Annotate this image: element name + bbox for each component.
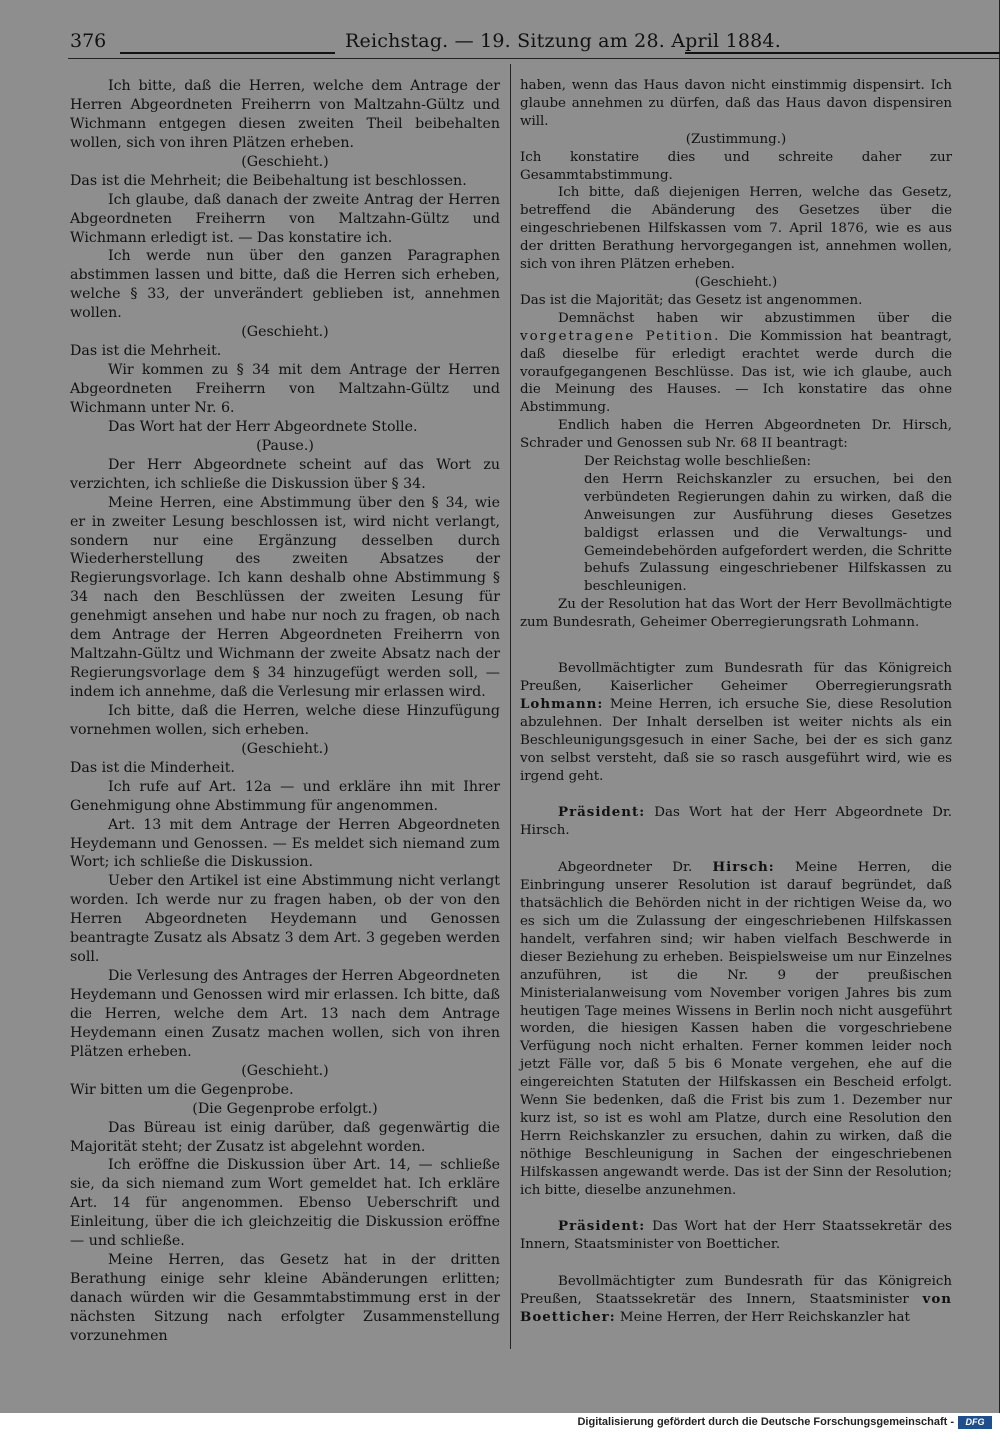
- paragraph: Wir kommen zu § 34 mit dem Antrage der Herren Abgeordneten Freiherrn von Maltzahn-Gültz und Wichmann unter Nr. 6.: [70, 362, 500, 416]
- speaker-role: Bevollmächtigter zum Bundesrath für das Königreich Preußen, Staatssekretär des Innern, Staatsminister: [520, 1274, 952, 1308]
- paragraph: Das ist die Majorität; das Gesetz ist angenommen.: [520, 292, 863, 308]
- paragraph-text: Die Kommission hat beantragt, daß dieselbe für erledigt erachtet werde durch die voraufgegangenen Beschlüsse. Das ist, wie ich glaube, auch die Meinung des Hauses. — Ich konstatire das ohne Abstimmung.: [520, 328, 952, 416]
- paragraph: Zu der Resolution hat das Wort der Herr Bevollmächtigte zum Bundesrath, Geheimer Oberregierungsrath Lohmann.: [520, 597, 952, 631]
- paragraph: Der Herr Abgeordnete scheint auf das Wort zu verzichten, ich schließe die Diskussion über § 34.: [70, 456, 500, 492]
- speaker-role: Bevollmächtigter zum Bundesrath für das Königreich Preußen, Kaiserlicher Geheimer Oberregierungsrath: [520, 661, 952, 694]
- paragraph-text: Demnächst haben wir abzustimmen über die: [558, 310, 952, 326]
- paragraph: Meine Herren, eine Abstimmung über den § 34, wie er in zweiter Lesung beschlossen ist, wird nicht verlangt, sondern nur eine Ergänzung desselben durch Wiederherstellung des zweiten Absatzes der Regierungsvorlage. Ich kann deshalb ohne Abstimmung § 34 nach den Beschlüssen der zweiten Lesung für genehmigt ansehen und habe nur noch zu fragen, ob nach dem Antrage der Herren Abgeordneten Freiherrn von Maltzahn-Gültz und Wichmann der zweite Absatz nach der Regierungsvorlage dem § 34 hinzugefügt werden soll, — indem ich annehme, daß die Verlesung mir erlassen wird.: [70, 494, 500, 700]
- paragraph: Ich bitte, daß die Herren, welche diese Hinzufügung vornehmen wollen, sich erheben.: [70, 702, 500, 738]
- speaker-name: Lohmann:: [520, 695, 604, 712]
- paragraph: Das Wort hat der Herr Abgeordnete Stolle.: [108, 418, 418, 435]
- speech: [520, 660, 952, 785]
- speech-text: Meine Herren, ich ersuche Sie, diese Resolution abzulehnen. Der Inhalt derselben ist weiter nichts als ein Beschleunigungsgesuch in einer Sache, bei der es sich ganz von selbst versteht, daß sie so rasch ausgeführt wird, wie es irgend geht.: [520, 696, 952, 784]
- stage-direction: (Geschieht.): [694, 274, 778, 290]
- paragraph: Ich eröffne die Diskussion über Art. 14, — schließe sie, da sich niemand zum Wort gemeldet hat. Ich erkläre Art. 14 für angenommen. Ebenso Ueberschrift und Einleitung, über die ich gleichzeitig die Diskussion eröffne — und schließe.: [70, 1157, 500, 1250]
- paragraph: Wir bitten um die Gegenprobe.: [70, 1081, 294, 1098]
- right-column: [520, 77, 952, 1327]
- stage-direction: (Die Gegenprobe erfolgt.): [192, 1100, 378, 1117]
- paragraph: Das ist die Mehrheit; die Beibehaltung ist beschlossen.: [70, 172, 467, 189]
- paragraph: Das Büreau ist einig darüber, daß gegenwärtig die Majorität steht; der Zusatz ist abgelehnt worden.: [70, 1119, 500, 1155]
- header-rule-right: [685, 52, 1000, 54]
- page-number: 376: [70, 30, 107, 52]
- stage-direction: (Geschieht.): [241, 153, 329, 170]
- paragraph: Das ist die Minderheit.: [70, 759, 235, 776]
- stage-direction: (Geschieht.): [241, 740, 329, 757]
- footer-credit: Digitalisierung gefördert durch die Deutsche Forschungsgemeinschaft -: [577, 1416, 954, 1428]
- paragraph: [520, 310, 952, 417]
- running-head: Reichstag. — 19. Sitzung am 28. April 1884.: [345, 30, 781, 52]
- quoted-motion-heading: Der Reichstag wolle beschließen:: [584, 454, 812, 470]
- paragraph: Ich bitte, daß die Herren, welche dem Antrage der Herren Abgeordneten Freiherrn von Maltzahn-Gültz und Wichmann entgegen diesen zweiten Theil beibehalten wollen, sich von ihren Plätzen erheben.: [70, 78, 500, 151]
- stage-direction: (Geschieht.): [241, 1062, 329, 1079]
- header-rule-thin: [68, 58, 1000, 59]
- paragraph: Ich werde nun über den ganzen Paragraphen abstimmen lassen und bitte, daß die Herren sich erheben, welche § 33, der unverändert geblieben ist, annehmen wollen.: [70, 248, 500, 322]
- column-divider: [510, 64, 511, 1349]
- speaker-name: Präsident:: [558, 1218, 646, 1235]
- paragraph: haben, wenn das Haus davon nicht einstimmig dispensirt. Ich glaube annehmen zu dürfen, daß das Haus davon dispensiren will.: [520, 78, 952, 129]
- paragraph: Ich bitte, daß diejenigen Herren, welche das Gesetz, betreffend die Abänderung des Gesetzes über die eingeschriebenen Hilfskassen vom 7. April 1876, wie es aus der dritten Berathung hervorgegangen ist, annehmen wollen, sich von ihren Plätzen erheben.: [520, 185, 952, 273]
- paragraph: Ich konstatire dies und schreite daher zur Gesammtabstimmung.: [520, 149, 952, 183]
- speech: [520, 1273, 952, 1327]
- paragraph: Das ist die Mehrheit.: [70, 343, 222, 360]
- paragraph: Art. 13 mit dem Antrage der Herren Abgeordneten Heydemann und Genossen. — Es meldet sich niemand zum Wort; ich schließe die Diskussion.: [70, 816, 500, 871]
- stage-direction: (Zustimmung.): [685, 131, 787, 147]
- dfg-logo: DFG: [958, 1416, 992, 1429]
- stage-direction: (Geschieht.): [241, 324, 329, 341]
- paragraph: Die Verlesung des Antrages der Herren Abgeordneten Heydemann und Genossen wird mir erlassen. Ich bitte, daß die Herren, welche dem Art. 13 nach dem Antrage Heydemann einen Zusatz machen wollen, sich von ihren Plätzen erheben.: [70, 968, 500, 1060]
- speech: [520, 859, 952, 1199]
- speech-text: Meine Herren, die Einbringung unserer Resolution ist darauf begründet, daß thatsächlich die Behörden nicht in der richtigen Weise da, wo es sich um die Zulassung der eingeschriebenen Hilfskassen handelt, verfahren sind; wir haben vielfach Beschwerde in dieser Beziehung zu erheben. Beispielsweise um nur Einzelnes anzuführen, ist die Nr. 9 der preußischen Ministerialanweisung vom November vorigen Jahres bis zum heutigen Tage meines Wissens in Berlin noch nicht ausgeführt worden, die hiesigen Kassen haben die vorgeschriebene Verfügung noch nicht erhalten. Ferner kommen leider noch jetzt Fälle vor, daß 5 bis 6 Monate vergehen, ehe auf die eingereichten Statuten der Hilfskassen ein Bescheid erfolgt. Wenn Sie bedenken, daß die Frist bis zum 1. Dezember nur kurz ist, so ist es wohl am Platze, durch eine Resolution den Herrn Reichskanzler zu ersuchen, dahin zu wirken, daß die nöthige Beschleunigung in Sachen der eingeschriebenen Hilfskassen angewandt werde. Das ist der Sinn der Resolution; ich bitte, dieselbe anzunehmen.: [520, 860, 952, 1198]
- stage-direction: (Pause.): [256, 437, 314, 454]
- paragraph: Ich rufe auf Art. 12a — und erkläre ihn mit Ihrer Genehmigung ohne Abstimmung für angenommen.: [70, 778, 500, 814]
- speaker-name: Hirsch:: [712, 859, 775, 876]
- speaker-name: Präsident:: [558, 804, 646, 821]
- speech-text: Das Wort hat der Herr Abgeordnete Dr. Hirsch.: [520, 805, 953, 839]
- paragraph: Ueber den Artikel ist eine Abstimmung nicht verlangt worden. Ich werde nur zu fragen haben, ob der von den Herren Abgeordneten Heydemann und Genossen beantragte Zusatz als Absatz 3 dem Art. 3 gegeben werden soll.: [70, 873, 500, 966]
- spaced-term: vorgetragene Petition.: [520, 328, 721, 344]
- paragraph: Meine Herren, das Gesetz hat in der dritten Berathung einige sehr kleine Abänderungen erlitten; danach würden wir die Gesammtabstimmung erst in der nächsten Sitzung nach erfolgter Zusammenstellung vorzunehmen: [70, 1252, 500, 1344]
- speech-text: Meine Herren, der Herr Reichskanzler hat: [619, 1310, 910, 1326]
- header-rule-left: [120, 52, 335, 54]
- quoted-motion-text: den Herrn Reichskanzler zu ersuchen, bei den verbündeten Regierungen dahin zu wirken, daß die Anweisungen zur Ausführung dieses Gesetzes baldigst erlassen und die Verwaltungs- und Gemeindebehörden aufgefordert werden, die Schritte behufs Zulassung eingeschriebener Hilfskassen zu beschleunigen.: [584, 471, 952, 595]
- digitization-footer: [0, 1413, 1000, 1432]
- speaker-name: von Boetticher:: [520, 1291, 952, 1326]
- paragraph: Ich glaube, daß danach der zweite Antrag der Herren Abgeordneten Freiherrn von Maltzahn-Gültz und Wichmann erledigt ist. — Das konstatire ich.: [70, 191, 500, 246]
- speech: [520, 804, 952, 840]
- speech: [520, 1218, 952, 1254]
- speech-text: Das Wort hat der Herr Staatssekretär des Innern, Staatsminister von Boetticher.: [520, 1219, 952, 1253]
- speaker-role: Abgeordneter Dr.: [558, 860, 693, 876]
- paragraph: Endlich haben die Herren Abgeordneten Dr. Hirsch, Schrader und Genossen sub Nr. 68 II beantragt:: [520, 418, 952, 452]
- left-column: [70, 77, 500, 1346]
